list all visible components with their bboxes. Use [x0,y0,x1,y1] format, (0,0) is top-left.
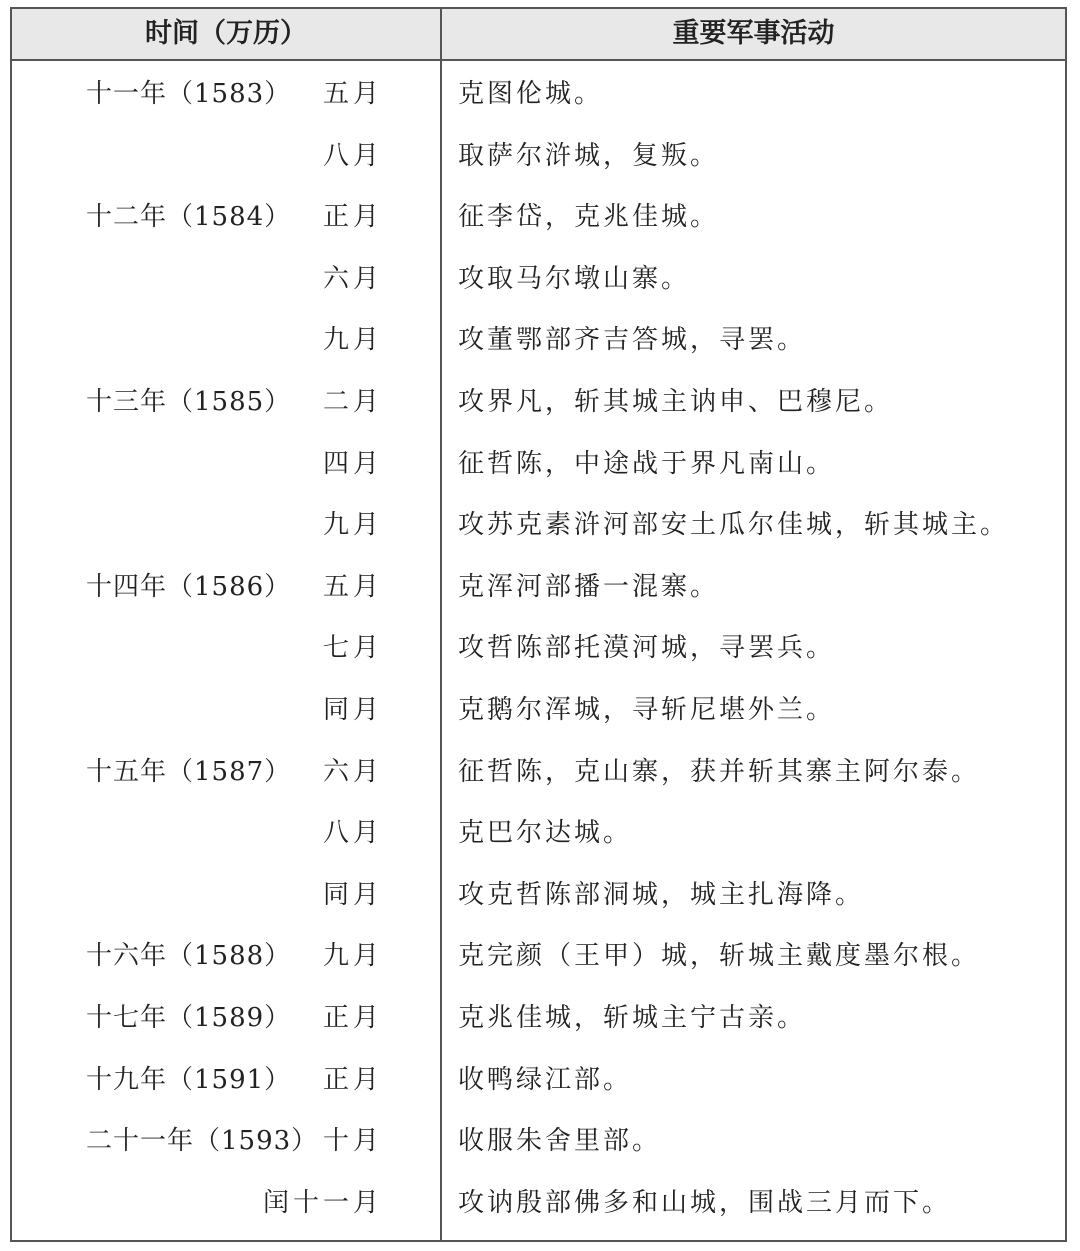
table-row [12,372,1065,434]
row-event: 征哲陈，克山寨，获并斩其寨主阿尔泰。 [458,756,981,787]
table-row [12,865,1065,927]
table-header [12,9,1065,61]
table-row [12,618,1065,680]
row-month: 六月 [322,756,383,787]
row-event: 取萨尔浒城，复叛。 [458,140,720,171]
row-month: 二月 [322,386,383,417]
row-event: 克兆佳城，斩城主宁古亲。 [458,1002,807,1033]
row-month: 八月 [322,818,383,849]
row-year: 十三年（1585） [86,386,292,417]
row-event: 攻董鄂部齐吉答城，寻罢。 [458,325,807,356]
header-time: 时间（万历） [145,18,307,49]
table-row [12,803,1065,865]
table-row [12,742,1065,804]
row-event: 征哲陈，中途战于界凡南山。 [458,448,836,479]
row-year: 十六年（1588） [86,941,292,972]
row-event: 攻界凡，斩其城主讷申、巴穆尼。 [458,386,894,417]
events-table [10,7,1067,1242]
table-row [12,187,1065,249]
row-year: 十五年（1587） [86,756,292,787]
table-row [12,249,1065,311]
row-month: 正月 [322,1064,383,1095]
row-event: 攻苏克素浒河部安土瓜尔佳城，斩其城主。 [458,510,1010,541]
row-event: 克图伦城。 [458,79,604,109]
row-year: 十四年（1586） [86,571,292,602]
table-row [12,1111,1065,1173]
row-month: 五月 [322,571,383,602]
row-event: 收鸭绿江部。 [458,1064,633,1095]
table-row [12,988,1065,1050]
table-row [12,926,1065,988]
row-month: 闰十一月 [262,1187,383,1218]
row-year: 十一年（1583） [86,79,292,109]
row-month: 正月 [322,1002,383,1033]
row-event: 克巴尔达城。 [458,818,633,849]
table-row [12,680,1065,742]
row-month: 同月 [322,694,383,725]
row-year: 十九年（1591） [86,1064,292,1095]
row-event: 克浑河部播一混寨。 [458,571,720,602]
row-month: 七月 [322,633,383,664]
row-year: 二十一年（1593） [86,1126,319,1157]
row-month: 正月 [322,202,383,233]
table-row [12,310,1065,372]
row-event: 攻哲陈部托漠河城，寻罢兵。 [458,633,836,664]
row-event: 克完颜（王甲）城，斩城主戴度墨尔根。 [458,941,981,972]
row-year: 十七年（1589） [86,1002,292,1033]
table-body [12,64,1065,1234]
row-month: 九月 [322,510,383,541]
row-month: 九月 [322,325,383,356]
table-row [12,557,1065,619]
row-month: 八月 [322,140,383,171]
row-event: 征李岱，克兆佳城。 [458,202,720,233]
table-row [12,64,1065,126]
row-month: 十月 [322,1126,383,1157]
table-row [12,1050,1065,1112]
row-event: 攻取马尔墩山寨。 [458,263,691,294]
header-event: 重要军事活动 [672,18,835,49]
table-row [12,495,1065,557]
row-event: 攻克哲陈部洞城，城主扎海降。 [458,879,865,910]
row-month: 同月 [322,879,383,910]
row-event: 攻讷殷部佛多和山城，围战三月而下。 [458,1187,952,1218]
table-row [12,126,1065,188]
table-row [12,434,1065,496]
row-year: 十二年（1584） [86,202,292,233]
row-month: 四月 [322,448,383,479]
row-event: 收服朱舍里部。 [458,1126,662,1157]
row-month: 五月 [322,79,383,109]
table-row [12,1173,1065,1235]
row-month: 九月 [322,941,383,972]
row-event: 克鹅尔浑城，寻斩尼堪外兰。 [458,694,836,725]
row-month: 六月 [322,263,383,294]
